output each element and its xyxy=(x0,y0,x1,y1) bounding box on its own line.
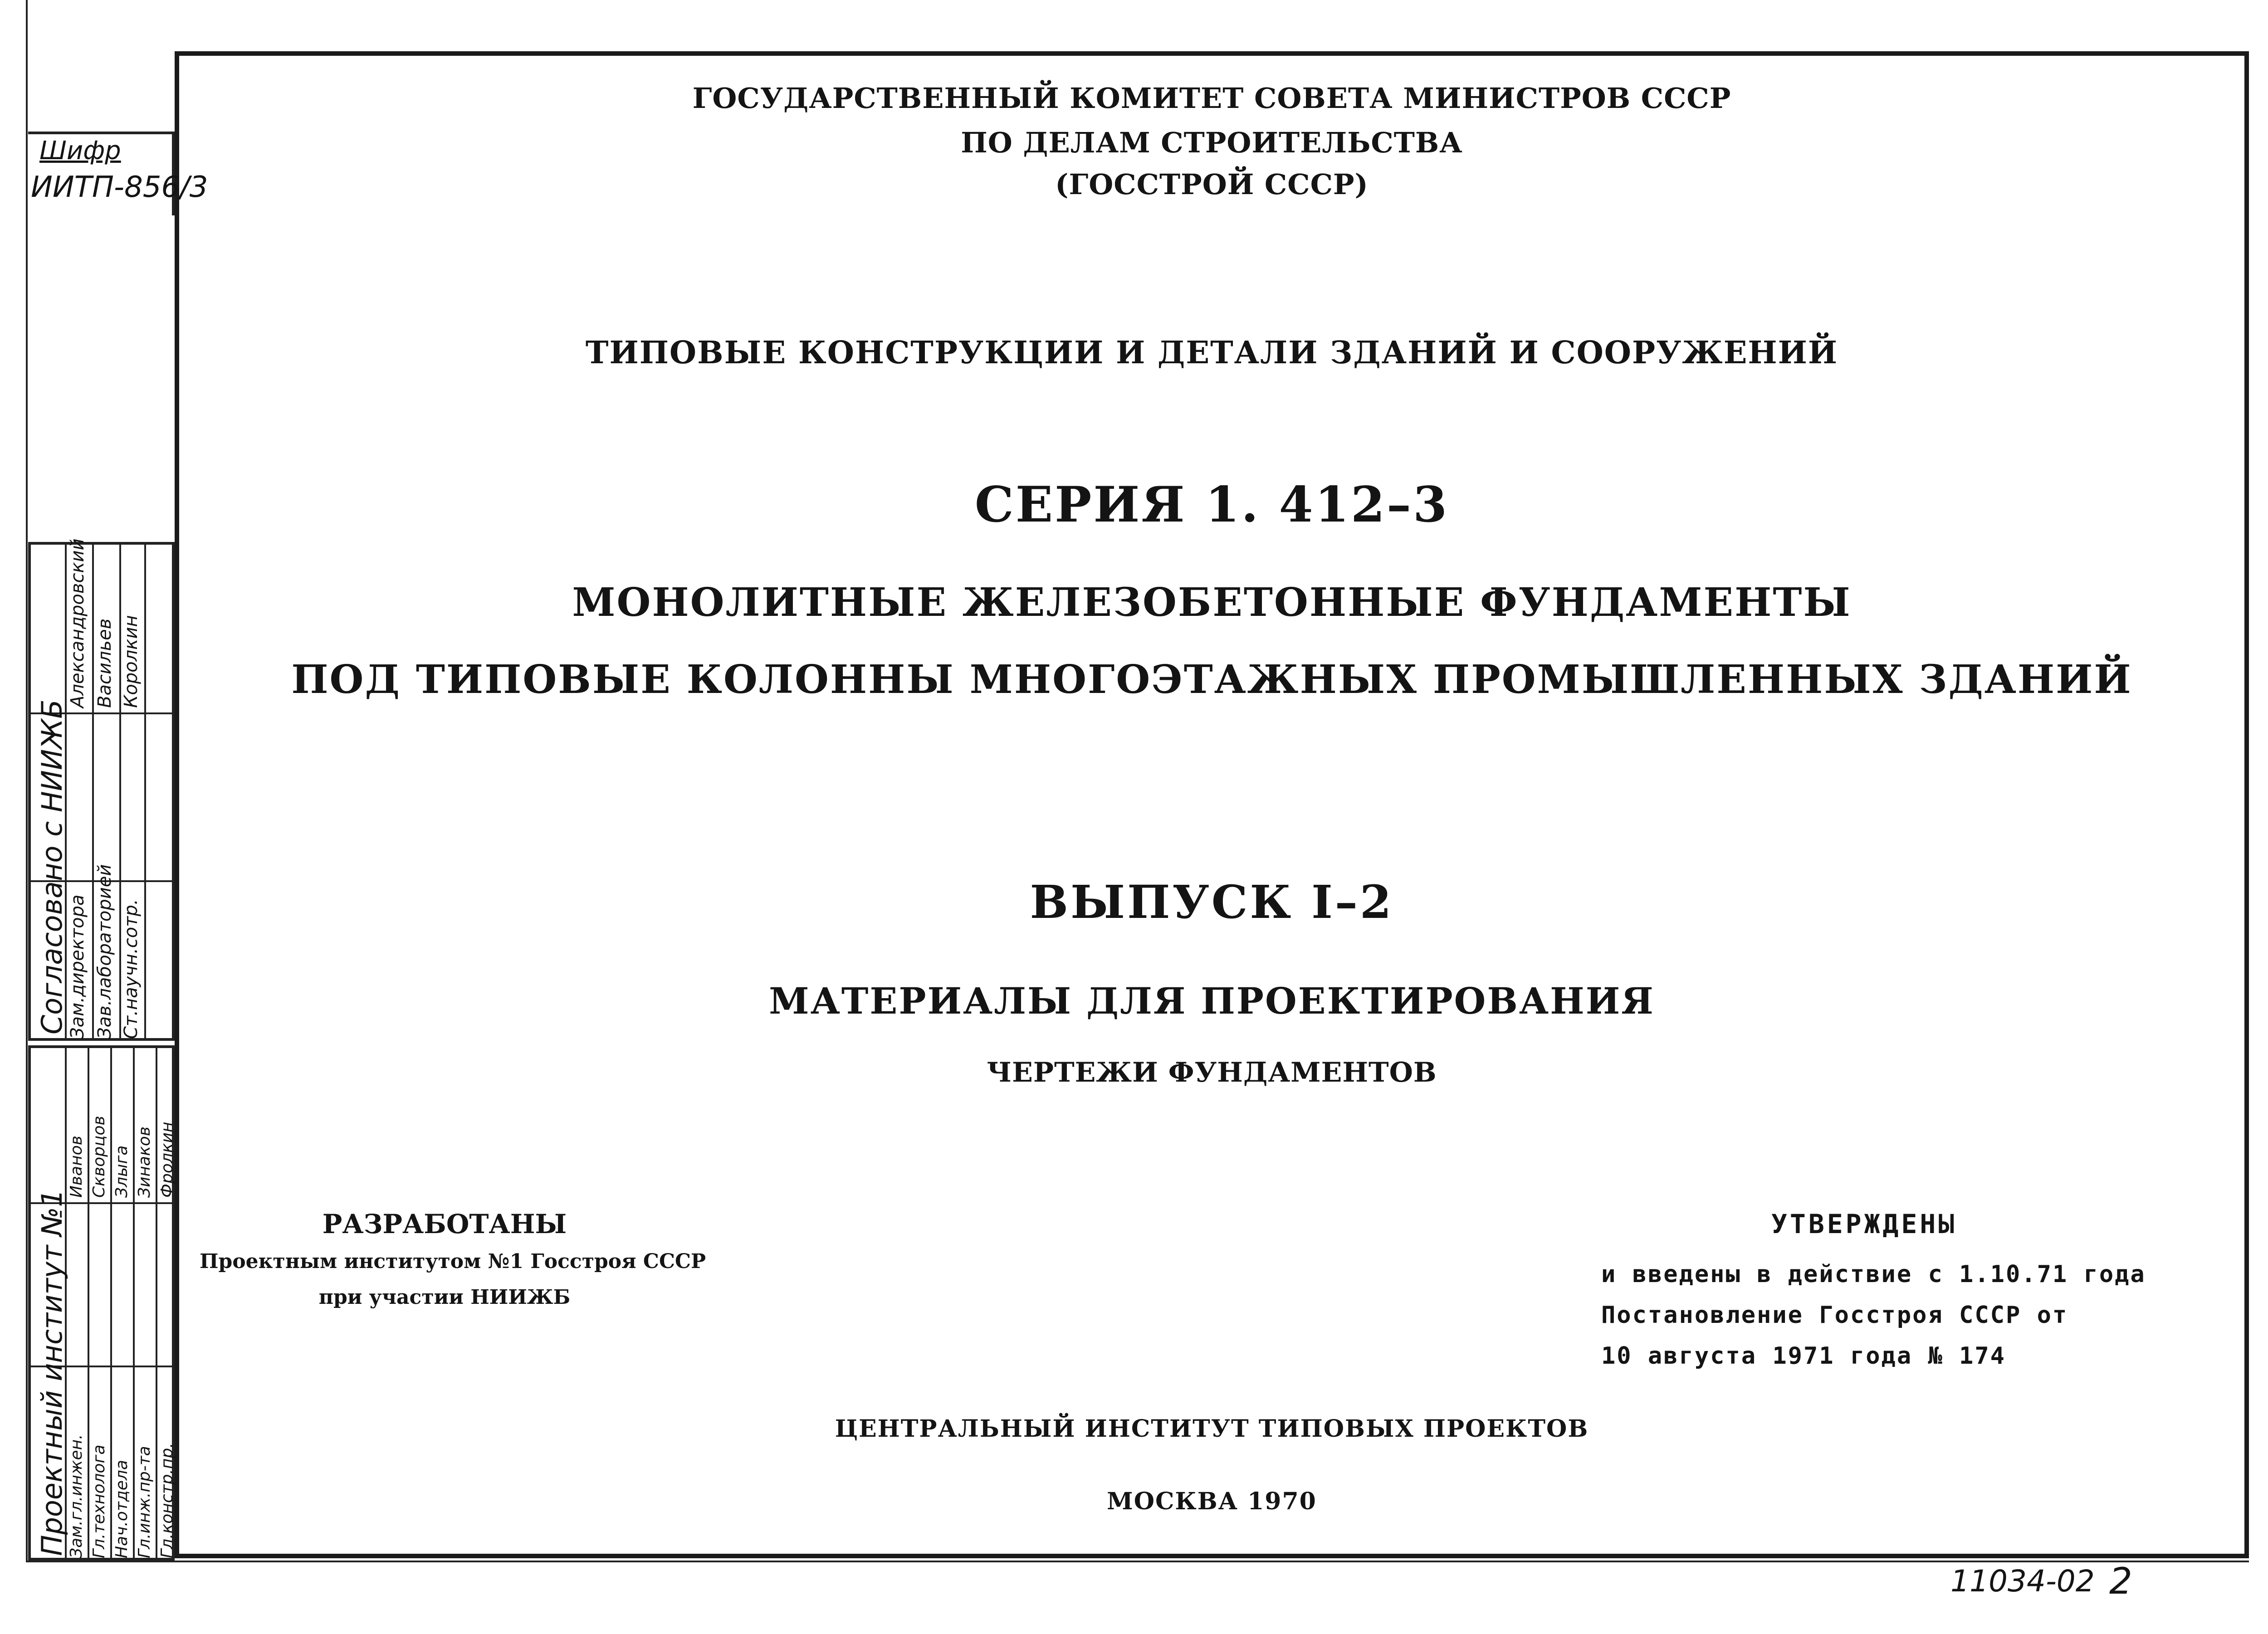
niizhb-position-2: Зав.лабораторией xyxy=(94,864,115,1039)
header-line-2: ПО ДЕЛАМ СТРОИТЕЛЬСТВА xyxy=(961,126,1463,159)
institute-position-5: Гл.констр.пр. xyxy=(158,1443,176,1558)
institute-name-4: Зинаков xyxy=(135,1126,154,1198)
header-line-1: ГОСУДАРСТВЕННЫЙ КОМИТЕТ СОВЕТА МИНИСТРОВ СССР xyxy=(692,82,1731,115)
title-line-2: ПОД ТИПОВЫЕ КОЛОННЫ МНОГОЭТАЖНЫХ ПРОМЫШЛЕННЫХ ЗДАНИЙ xyxy=(291,657,2132,702)
cipher-label: Шифр xyxy=(39,136,121,166)
footer-institute: ЦЕНТРАЛЬНЫЙ ИНСТИТУТ ТИПОВЫХ ПРОЕКТОВ xyxy=(835,1415,1589,1443)
institute-stamp-title: Проектный институт №1 xyxy=(35,1189,68,1556)
developed-line-2: при участии НИИЖБ xyxy=(318,1286,571,1309)
bottom-margin-line xyxy=(26,1561,2249,1562)
niizhb-approval-stamp xyxy=(28,538,175,1041)
niizhb-position-3: Ст.научн.сотр. xyxy=(121,899,142,1039)
series-number: СЕРИЯ 1. 412–3 xyxy=(974,476,1449,533)
institute-position-2: Гл.технолога xyxy=(90,1444,108,1558)
niizhb-name-3: Королкин xyxy=(121,615,142,708)
left-margin-line xyxy=(26,0,28,1562)
materials-title: МАТЕРИАЛЫ ДЛЯ ПРОЕКТИРОВАНИЯ xyxy=(769,980,1655,1022)
developed-line-1: Проектным институтом №1 Госстроя СССР xyxy=(200,1250,706,1273)
title-frame xyxy=(175,51,2249,1558)
approved-line-1: и введены в действие с 1.10.71 года xyxy=(1601,1261,2146,1288)
page-number: 2 xyxy=(2109,1560,2132,1602)
institute-name-2: Скворцов xyxy=(90,1116,108,1198)
institute-position-4: Гл.инж.пр-та xyxy=(135,1446,154,1558)
institute-position-1: Зам.гл.инжен. xyxy=(67,1434,86,1558)
cipher-value: ИИТП-856/3 xyxy=(31,171,208,204)
approved-line-3: 10 августа 1971 года № 174 xyxy=(1601,1342,2006,1370)
drawings-subtitle: ЧЕРТЕЖИ ФУНДАМЕНТОВ xyxy=(987,1057,1437,1088)
institute-name-5: Фролкин xyxy=(158,1122,176,1198)
institute-position-3: Нач.отдела xyxy=(112,1460,131,1558)
institute-name-1: Иванов xyxy=(67,1136,86,1198)
institute-name-3: Злыга xyxy=(112,1145,131,1198)
developed-title: РАЗРАБОТАНЫ xyxy=(322,1209,567,1239)
niizhb-name-1: Александровский xyxy=(67,538,88,708)
header-line-3: (ГОССТРОЙ СССР) xyxy=(1055,168,1369,201)
issue-number: ВЫПУСК I–2 xyxy=(1030,875,1394,929)
institute-stamp xyxy=(28,1045,175,1561)
niizhb-position-1: Зам.директора xyxy=(67,894,88,1039)
approved-title: УТВЕРЖДЕНЫ xyxy=(1771,1209,1957,1239)
niizhb-name-2: Васильев xyxy=(94,618,115,708)
document-code: 11034-02 xyxy=(1950,1564,2095,1599)
cipher-box xyxy=(28,132,208,215)
category-title: ТИПОВЫЕ КОНСТРУКЦИИ И ДЕТАЛИ ЗДАНИЙ И СООРУЖЕНИЙ xyxy=(585,335,1838,371)
approved-line-2: Постановление Госстроя СССР от xyxy=(1601,1302,2068,1329)
footer-city-year: МОСКВА 1970 xyxy=(1107,1488,1317,1515)
niizhb-stamp-title: Согласовано с НИИЖБ xyxy=(35,699,68,1034)
title-line-1: МОНОЛИТНЫЕ ЖЕЛЕЗОБЕТОННЫЕ ФУНДАМЕНТЫ xyxy=(572,580,1852,625)
